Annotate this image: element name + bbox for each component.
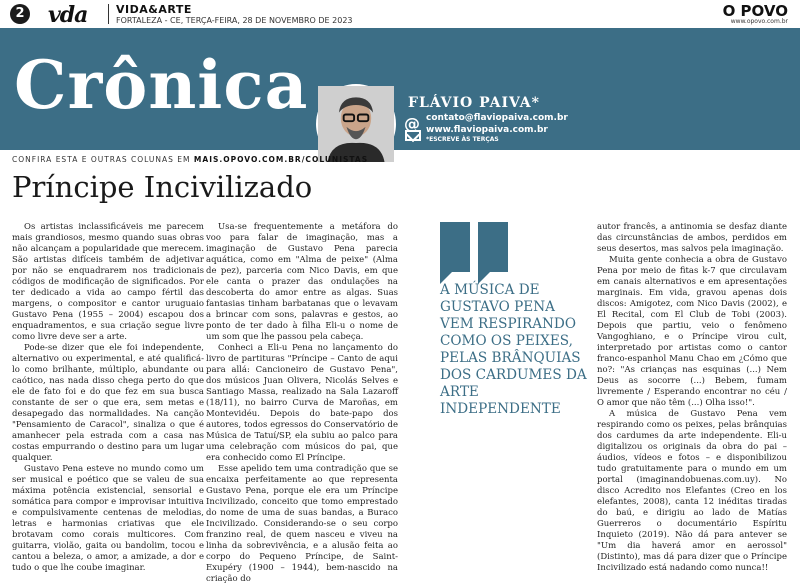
quote-mark-right <box>478 222 508 272</box>
page-header <box>0 0 800 28</box>
paragraph: Os artistas inclassificáveis me parecem mais grandiosos, mesmo quando suas obras não alcançam a popularidade que merecem. São artistas difíceis também de adjetivar por não se enquadrarem nos tradicionais códigos de modificação de significados. Por ter dedicado a vida ao campo fértil das margens, o compositor e cantor uruguaio Gustavo Pena (1955 – 2004) escapou dos enquadramentos, e sua criação segue livre como livre deve ser a arte. <box>12 222 204 342</box>
section-logo: vda <box>48 2 88 28</box>
author-avatar <box>316 84 396 164</box>
author-website[interactable]: www.flaviopaiva.com.br <box>426 125 548 135</box>
paragraph: Conheci a Eli-u Pena no lançamento do livro de partituras "Príncipe – Canto de aqui para allá: Cancioneiro de Gustavo Pena", dos músicos Juan Olivera, Nicolás Selves e Santiago Massa, realizado na Sala Lazaroff (18/11), no bairro Curva de Maroñas, em Montevidéu. Depois do bate-papo dos autores, todos egressos do Conservatório de Música de Tatuí/SP, ela subiu ao palco para uma celebração com músicos do pai, que era conhecido como El Príncipe. <box>206 343 398 463</box>
paragraph: autor francês, a antinomia se desfaz diante das circunstâncias de ambos, perdidos em seus desertos, mas salvos pela imaginação. <box>597 222 787 254</box>
quote-marks-icon <box>440 222 590 280</box>
schedule-note: *ESCREVE ÀS TERÇAS <box>426 136 499 143</box>
paragraph: Muita gente conhecia a obra de Gustavo Pena por meio de fitas k-7 que circulavam em canais alternativos e em apresentações marginais. Em vida, gravou apenas dois discos: Amigotez, com Nico Davis (2002), e El Recital, com El Club de Tobi (2003). Depois que partiu, veio o fenômeno Vangoghiano, e o Príncipe virou cult, interpretado por artistas como o cantor franco-espanhol Manu Chao em ¿Cómo que no?: "As crianças nas esquinas (...) Nem Deus as socorre (...) Bebem, fumam livremente / Esperando encontrar no céu / O amor que não têm (...) Olha isso!". <box>597 255 787 408</box>
article-column-1 <box>12 222 204 574</box>
article-column-2 <box>206 222 398 585</box>
paragraph: Usa-se frequentemente a metáfora do voo para falar de imaginação, mas a imaginação de Gustavo Pena parecia aquática, como em "Alma de peixe" (Alma de pez), parceria com Nico Davis, em que ele canta o prazer das ondulações na descoberta do amor entre as algas. Suas fantasias tinham barbatanas que o levavam a brincar com sons, palavras e gestos, ao ponto de ter dado à filha Eli-u o nome de um som que lhe passou pela cabeça. <box>206 222 398 342</box>
mail-icon <box>405 130 421 141</box>
author-email[interactable]: contato@flaviopaiva.com.br <box>426 113 568 123</box>
article-column-4 <box>597 222 787 574</box>
author-name: FLÁVIO PAIVA* <box>408 95 540 111</box>
paragraph: Gustavo Pena esteve no mundo como um ser musical e poético que se valeu de sua máxima potência existencial, sensorial e somática para compor e improvisar intuitiva e compulsivamente centenas de melodias, letras e harmonias criativas que ele brotavam como corais multicores. Com guitarra, violão, gaita ou bandolim, tocou e cantou a beleza, o amor, a amizade, a dor e tudo o que lhe coube imaginar. <box>12 464 204 573</box>
pull-quote <box>440 222 590 418</box>
more-columns-line <box>12 155 368 164</box>
paragraph: Esse apelido tem uma contradição que se encaixa perfeitamente ao que representa Gustavo Pena, porque ele era um Príncipe Incivilizado, conceito que tomo emprestado do nome de uma de suas bandas, a Buraco Incivilizado. Considerando-se o seu corpo franzino real, de quem nasceu e viveu na linha da sobrevivência, e a alusão feita ao corpo do Pequeno Príncipe, de Saint-Exupéry (1900 – 1944), bem-nascido na criação do <box>206 464 398 584</box>
page-number-badge: 2 <box>10 4 30 24</box>
column-title: Crônica <box>14 46 309 124</box>
paragraph: A música de Gustavo Pena vem respirando como os peixes, pelas brânquias dos cardumes da arte independente. Eli-u digitalizou os originais da obra do pai – áudios, vídeos e fotos – e disponibilizou tudo gratuitamente para o mundo em um portal (imaginandobuenas.com.uy). No disco Acredito nos Elefantes (Creo en los elefantes, 2008), canta 12 inéditas tiradas do baú, e dirigiu ao lado de Matías Guerreros o documentário Espíritu Inquieto (2019). Não dá para antever se "Um dia haverá amor en aerossol" (Distinto), mas dá para dizer que o Príncipe Incivilizado está nadando como nunca!! <box>597 409 787 573</box>
more-columns-link[interactable]: MAIS.OPOVO.COM.BR/COLUNISTAS <box>193 155 369 164</box>
header-divider <box>108 4 109 24</box>
dateline: FORTALEZA - CE, TERÇA-FEIRA, 28 DE NOVEMBRO DE 2023 <box>116 16 353 25</box>
pull-quote-text: A MÚSICA DE GUSTAVO PENA VEM RESPIRANDO COMO OS PEIXES, PELAS BRÂNQUIAS DOS CARDUMES DA ARTE INDEPENDENTE <box>440 282 587 417</box>
brand-logo: O POVO <box>722 2 788 20</box>
more-columns-lead: CONFIRA ESTA E OUTRAS COLUNAS EM <box>12 155 191 164</box>
brand-site: www.opovo.com.br <box>730 18 788 25</box>
section-name: VIDA&ARTE <box>116 3 192 16</box>
quote-mark-left <box>440 222 470 272</box>
paragraph: Pode-se dizer que ele foi independente, alternativo ou experimental, e até qualificá-lo como brilhante, múltiplo, abundante ou caótico, nas nada disso chega perto do que ele de fato foi e do que fez em sua busca constante de ser o que era, sem metas e desapegado das normalidades. Na canção "Pensamiento de Caracol", sinaliza o que é amanhecer pela estrada com a casa nas costas empurrando o destino para um lugar qualquer. <box>12 343 204 463</box>
article-headline: Príncipe Incivilizado <box>12 170 313 204</box>
at-sign-icon: @ <box>404 114 420 133</box>
author-portrait-icon <box>318 86 394 162</box>
